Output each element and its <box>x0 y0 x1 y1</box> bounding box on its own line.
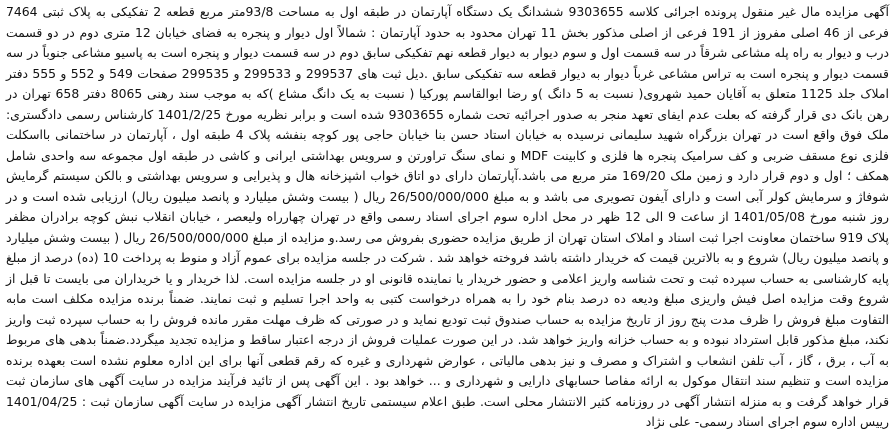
auction-notice-text: آگهی مزایده مال غیر منقول پرونده اجرائی کلاسه 9303655 ششدانگ یک دستگاه آپارتمان در طبقه اول به مساحت 93/8متر مربع قطعه 2 تفکیکی به پلاک ثبتی 7464 فرعی از 46 اصلی مفروز از 191 فرعی از اصلی مذکور بخش 11 تهران محدود به حدود آپارتمان : شمالاً اول دیوار و پنجره به فضای خیابان 12 متری دوم در دو قسمت درب و دیوار به راه پله مشاعی شرقاً در سه قسمت اول و سوم دیوار به دیوار قطعه نهم تفکیکی سابق دوم در سه قسمت دیوار و پنجره است به پاسیو مشاعی جنوباً در سه قسمت دیوار و پنجره است به تراس مشاعی غرباً دیوار به دیوار قطعه سه تفکیکی سابق .دیل ثبت های 299537 و 299533 و 299535 صفحات 549 و 552 و 555 دفتر املاک جلد 1125 متعلق به آقایان حمید شهروی( نسبت به 5 دانگ )و رضا ابوالقاسم پورکیا ( نسبت به یک دانگ مشاع )که به موجب سند رهنی 8065 دفتر 658 تهران در رهن بانک دی قرار گرفته که بعلت عدم ایفای تعهد منجر به صدور اجرائیه تحت شماره 9303655 شده است و برابر نظریه مورخ 1401/2/25 کارشناس رسمی دادگستری: ملک فوق واقع است در تهران بزرگراه شهید سلیمانی نرسیده به خیابان استاد حسن بنا خیابان حاجی پور کوچه بنفشه پلاک 4 طبقه اول ، آپارتمان در ساختمانی بااسکلت فلزی نوع مسقف ضربی و کف سرامیک پنجره ها فلزی و کابینت MDF و نمای سنگ تراورتن و سرویس بهداشتی ایرانی و کاشی در طبقه اول مجموعه سه واحدی شامل همکف ؛ اول و دوم قرار دارد و زمین ملک 169/20 متر مربع می باشد.آپارتمان دارای دو اتاق خواب اشپزخانه هال و پذیرایی و سرویس بهداشتی و بالکن سیستم گرمایش شوفاژ و سرمایش کولر آبی است و دارای آیفون تصویری می باشد و به مبلغ 26/500/000/000 ریال ( بیست وشش میلیارد و پانصد میلیون ریال) ارزیابی شده است و در روز شنبه مورخ 1401/05/08 از ساعت 9 الی 12 ظهر در محل اداره سوم اجرای اسناد رسمی واقع در تهران چهارراه ولیعصر ، خیابان انقلاب نبش کوچه برادران مظفر پلاک 919 ساختمان معاونت اجرا ثبت اسناد و املاک استان تهران از طریق مزایده حضوری بفروش می رسد.و مزایده از مبلغ 26/500/000/000 ریال ( بیست وشش میلیارد و پانصد میلیون ریال) شروع و به بالاترین قیمت که خریدار داشته باشد فروخته خواهد شد . شرکت در جلسه مزایده برای عموم آزاد و منوط به پرداخت 10 (ده) درصد از مبلغ پایه کارشناسی به حساب سپرده ثبت و تحت شناسه واریز اعلامی و حضور خریدار یا نماینده قانونی او در جلسه مزایده است. لذا خریدار و یا خریداران می بایست تا قبل از شروع وقت مزایده اصل فیش واریزی مبلغ ودیعه ده درصد بنام خود را به همراه درخواست کتبی به واحد اجرا تسلیم و ثبت نمایند. ضمناً برنده مزایده مکلف است مابه التفاوت مبلغ فروش را ظرف مدت پنج روز از تاریخ مزایده به حساب صندوق ثبت تودیع نماید و در صورتی که ظرف مهلت مقرر مانده فروش را به حساب سپرده ثبت واریز نکند، مبلغ مذکور قابل استرداد نبوده و به حساب خزانه واریز خواهد شد. در این صورت عملیات فروش از درجه اعتبار ساقط و مزایده تجدید میگردد.ضمناً بدهی های مربوط به آب ، برق ، گاز ، آب تلفن انشعاب و اشتراک و مصرف و نیز بدهی مالیاتی ، عوارض شهرداری و غیره که رقم قطعی آنها برای این اداره معلوم نشده است بعهده برنده مزایده است و تنظیم سند انتقال موکول به ارائه مفاصا حسابهای دارایی و شهرداری و ... خواهد بود . این آگهی پس از تائید فرآیند مزایده در سایت آگهی های سازمان ثبت قرار خواهد گرفت و به منزله انتشار آگهی در روزنامه کثیر الانتشار محلی است. طبق اعلام سیستمی تاریخ انتشار آگهی مزایده در سایت آگهی سازمان ثبت : 1401/04/25 رییس اداره سوم اجرای اسناد رسمی- علی نژاد <box>6 4 890 429</box>
